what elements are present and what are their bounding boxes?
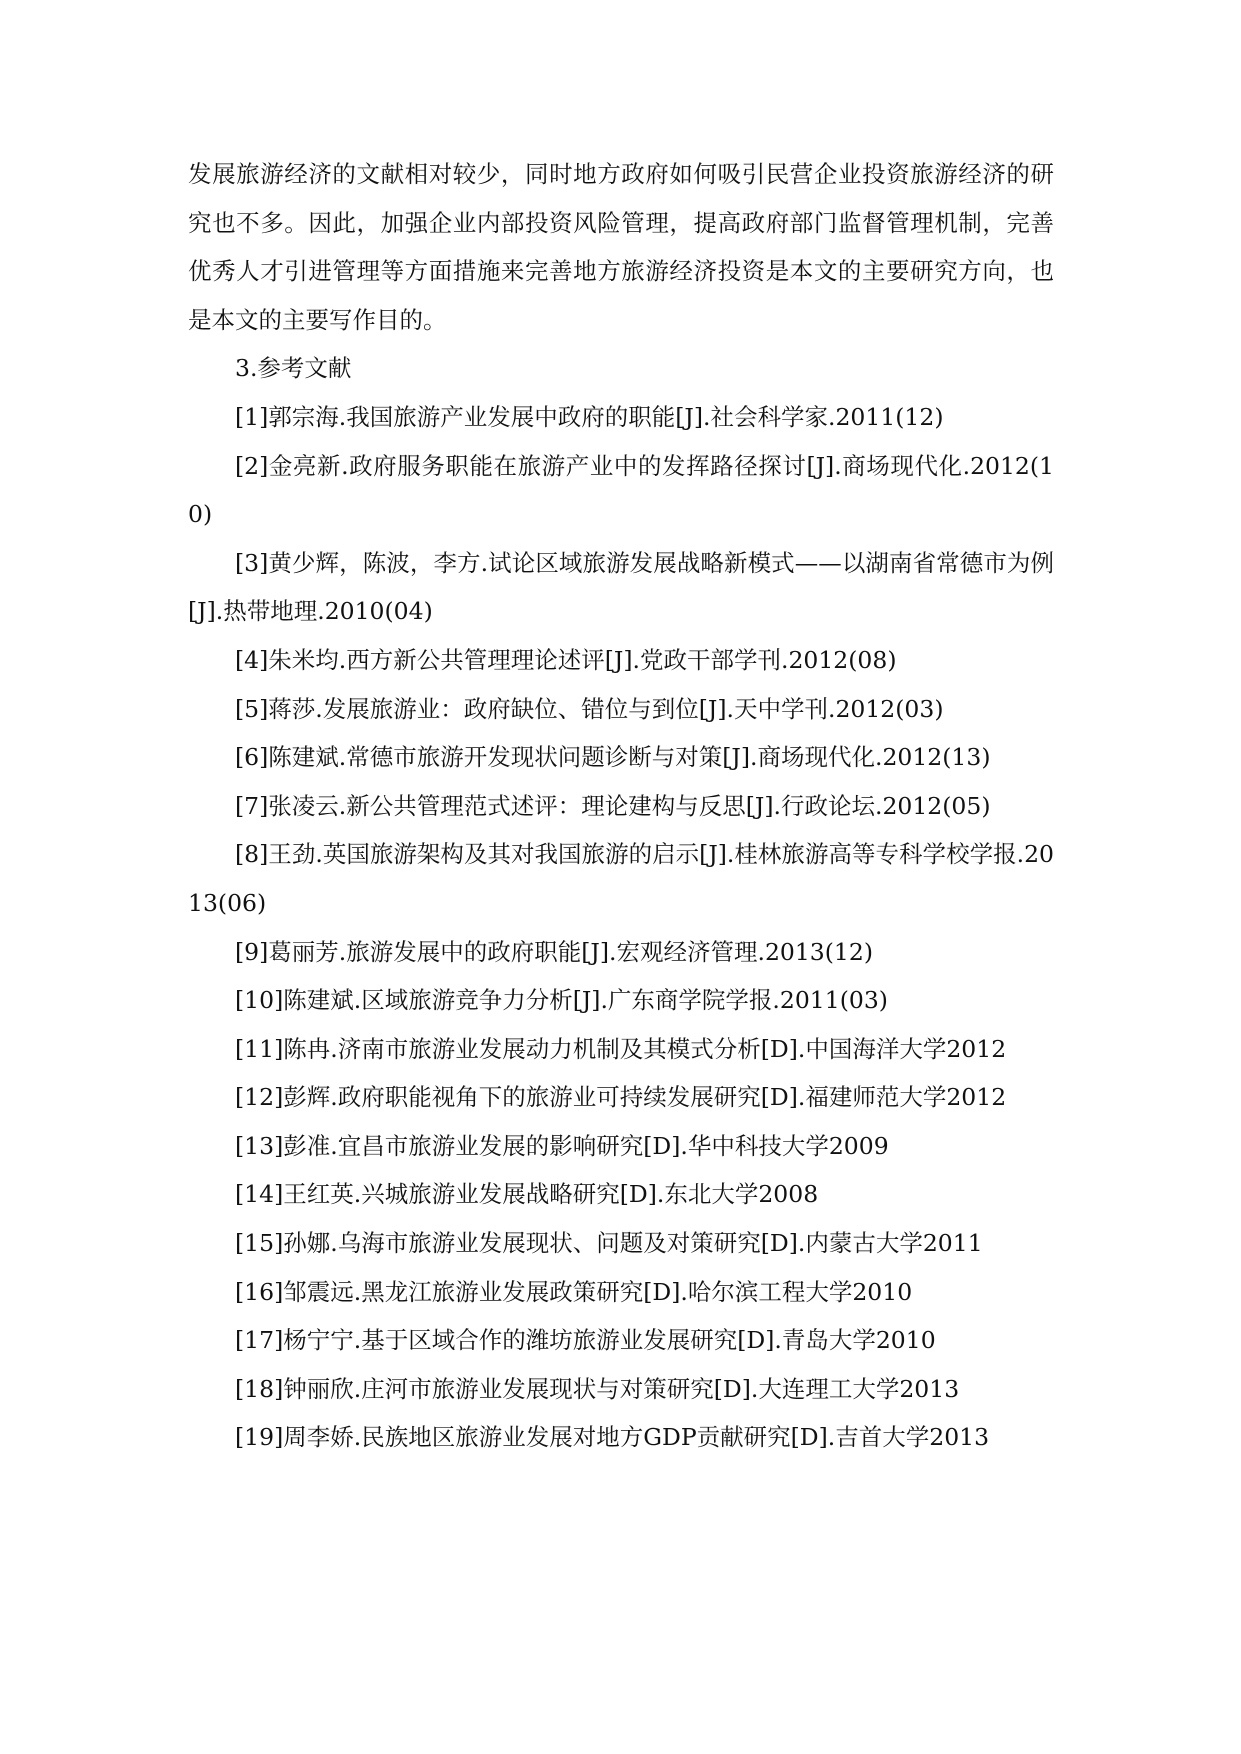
reference-item: [14]王红英.兴城旅游业发展战略研究[D].东北大学2008 [235, 1180, 819, 1209]
reference-item: [1]郭宗海.我国旅游产业发展中政府的职能[J].社会科学家.2011(12) [235, 402, 944, 431]
reference-item: [19]周李娇.民族地区旅游业发展对地方GDP贡献研究[D].吉首大学2013 [235, 1423, 990, 1452]
document-page [188, 150, 1054, 1462]
reference-item: [8]王劲.英国旅游架构及其对我国旅游的启示[J].桂林旅游高等专科学校学报.2013(06) [188, 840, 1054, 917]
reference-item: [18]钟丽欣.庄河市旅游业发展现状与对策研究[D].大连理工大学2013 [235, 1374, 960, 1403]
reference-item: [15]孙娜.乌海市旅游业发展现状、问题及对策研究[D].内蒙古大学2011 [235, 1229, 983, 1258]
reference-item: [12]彭辉.政府职能视角下的旅游业可持续发展研究[D].福建师范大学2012 [235, 1083, 1007, 1112]
reference-item: [5]蒋莎.发展旅游业：政府缺位、错位与到位[J].天中学刊.2012(03) [235, 694, 944, 723]
reference-item: [3]黄少辉，陈波，李方.试论区域旅游发展战略新模式——以湖南省常德市为例[J].热带地理.2010(04) [188, 548, 1054, 626]
reference-item: [10]陈建斌.区域旅游竞争力分析[J].广东商学院学报.2011(03) [235, 986, 888, 1015]
body-paragraph: 发展旅游经济的文献相对较少，同时地方政府如何吸引民营企业投资旅游经济的研究也不多。因此，加强企业内部投资风险管理，提高政府部门监督管理机制，完善优秀人才引进管理等方面措施来完善地方旅游经济投资是本文的主要研究方向，也是本文的主要写作目的。 [188, 160, 1054, 334]
reference-item: [2]金亮新.政府服务职能在旅游产业中的发挥路径探讨[J].商场现代化.2012(10) [188, 451, 1054, 529]
reference-item: [4]朱米均.西方新公共管理理论述评[J].党政干部学刊.2012(08) [235, 645, 897, 674]
reference-item: [6]陈建斌.常德市旅游开发现状问题诊断与对策[J].商场现代化.2012(13) [235, 743, 991, 772]
section-heading: 3.参考文献 [235, 354, 352, 383]
reference-item: [13]彭准.宜昌市旅游业发展的影响研究[D].华中科技大学2009 [235, 1131, 889, 1160]
reference-item: [7]张凌云.新公共管理范式述评：理论建构与反思[J].行政论坛.2012(05) [235, 791, 991, 820]
reference-list [188, 393, 1054, 1462]
reference-item: [17]杨宁宁.基于区域合作的潍坊旅游业发展研究[D].青岛大学2010 [235, 1326, 936, 1355]
reference-item: [11]陈冉.济南市旅游业发展动力机制及其模式分析[D].中国海洋大学2012 [235, 1034, 1007, 1063]
reference-item: [16]邹震远.黑龙江旅游业发展政策研究[D].哈尔滨工程大学2010 [235, 1277, 913, 1306]
reference-item: [9]葛丽芳.旅游发展中的政府职能[J].宏观经济管理.2013(12) [235, 937, 873, 966]
